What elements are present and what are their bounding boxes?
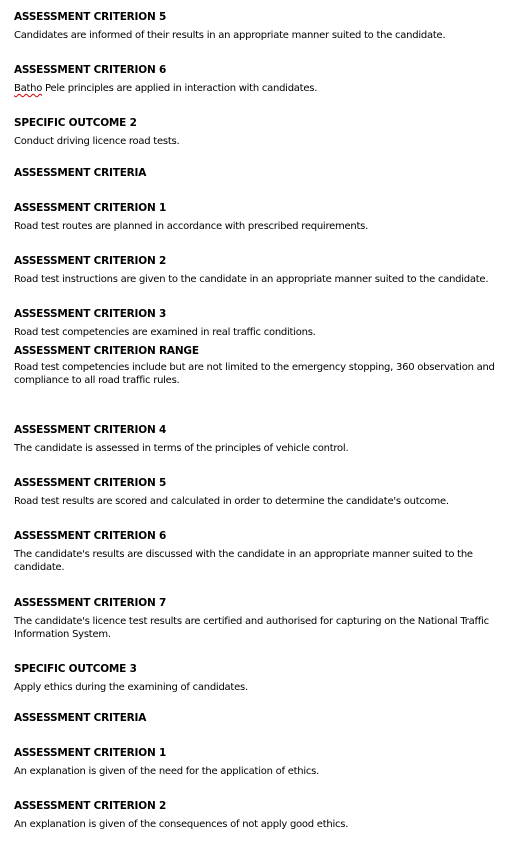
criterion-range-block: [14, 345, 504, 387]
criterion-block: [14, 11, 504, 42]
section-text: Apply ethics during the examining of candidates.: [14, 682, 248, 693]
section-heading: ASSESSMENT CRITERION 5: [14, 477, 167, 489]
section-heading: ASSESSMENT CRITERION 3: [14, 308, 167, 320]
section-text: Road test routes are planned in accordance with prescribed requirements.: [14, 221, 369, 232]
spellcheck-flagged-word[interactable]: Batho: [14, 83, 43, 94]
criterion-block: [14, 747, 504, 778]
section-heading: ASSESSMENT CRITERION 7: [14, 597, 167, 609]
section-heading: SPECIFIC OUTCOME 3: [14, 663, 137, 675]
criterion-block: [14, 255, 504, 286]
section-text: An explanation is given of the consequences of not apply good ethics.: [14, 819, 349, 830]
section-text: The candidate is assessed in terms of the principles of vehicle control.: [14, 443, 349, 454]
section-text: The candidate's results are discussed with the candidate in an appropriate manner suited to the candidate.: [14, 549, 473, 573]
section-text: Road test results are scored and calculated in order to determine the candidate's outcome.: [14, 496, 449, 507]
criterion-block: [14, 800, 504, 831]
criterion-block: [14, 64, 504, 95]
criterion-block: [14, 530, 504, 574]
section-heading: ASSESSMENT CRITERION 2: [14, 255, 167, 267]
section-text: Road test instructions are given to the candidate in an appropriate manner suited to the candidate.: [14, 274, 489, 285]
section-heading: ASSESSMENT CRITERIA: [14, 167, 147, 179]
section-heading: ASSESSMENT CRITERION 6: [14, 64, 167, 76]
section-heading: ASSESSMENT CRITERION 1: [14, 202, 167, 214]
section-heading: ASSESSMENT CRITERIA: [14, 712, 147, 724]
section-heading: ASSESSMENT CRITERION 6: [14, 530, 167, 542]
section-text-rest: Pele principles are applied in interaction with candidates.: [42, 83, 318, 94]
section-text: Conduct driving licence road tests.: [14, 136, 180, 147]
outcome-block: [14, 117, 504, 148]
criteria-heading-block: [14, 712, 504, 725]
section-heading: SPECIFIC OUTCOME 2: [14, 117, 137, 129]
criterion-block: [14, 202, 504, 233]
section-text: An explanation is given of the need for the application of ethics.: [14, 766, 320, 777]
section-heading: ASSESSMENT CRITERION 5: [14, 11, 167, 23]
criterion-block: [14, 597, 504, 641]
section-heading: ASSESSMENT CRITERION 2: [14, 800, 167, 812]
section-text: Road test competencies are examined in real traffic conditions.: [14, 327, 316, 338]
section-heading: ASSESSMENT CRITERION RANGE: [14, 345, 199, 357]
section-text: [14, 82, 504, 95]
section-text: The candidate's licence test results are certified and authorised for capturing on the National Traffic Information System.: [14, 616, 489, 640]
section-text: Candidates are informed of their results in an appropriate manner suited to the candidate.: [14, 30, 446, 41]
section-heading: ASSESSMENT CRITERION 1: [14, 747, 167, 759]
section-heading: ASSESSMENT CRITERION 4: [14, 424, 167, 436]
criteria-heading-block: [14, 167, 504, 180]
criterion-block: [14, 308, 504, 339]
section-text: Road test competencies include but are not limited to the emergency stopping, 360 observation and compliance to all road traffic rules.: [14, 362, 495, 386]
criterion-block: [14, 477, 504, 508]
outcome-block: [14, 663, 504, 694]
criterion-block: [14, 424, 504, 455]
